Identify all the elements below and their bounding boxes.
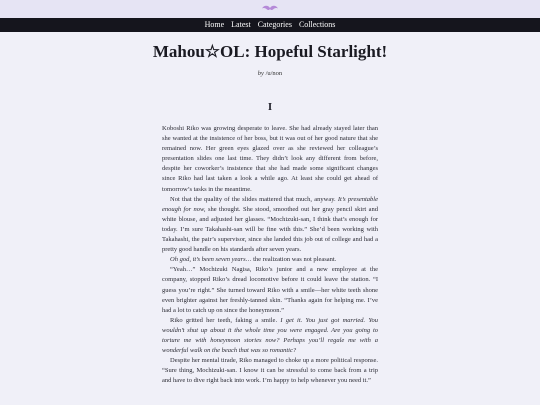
text-run: Riko gritted her teeth, faking a smile. [170, 316, 281, 324]
mustache-logo-icon[interactable] [261, 4, 279, 14]
italic-text-run: Oh god, it’s been seven years… [170, 256, 252, 264]
byline-label: by [257, 70, 264, 77]
story-paragraph [162, 124, 378, 195]
main-nav [0, 18, 540, 32]
italic-text-run: It’s presentable enough for now, [162, 195, 378, 213]
nav-collections[interactable]: Collections [298, 20, 336, 29]
story-paragraph [162, 195, 378, 256]
italic-text-run: I get it. You just got married. You wouldn’t shut up about it the whole time you were engaged. Are you going to torture me with honeymoon stories now? Perhaps you’ll regale me with a wonderful walk on the beach that was so romantic? [162, 316, 378, 355]
nav-home[interactable]: Home [204, 20, 225, 29]
text-run: she thought. She stood, smoothed out her gray pencil skirt and white blouse, and adjusted her glasses. “Mochizuki-san, I think that’s enough for today. I’m sure Takahashi-san will be fine with this.” She’d been working with Takahashi, the pair’s supervisor, since she landed this job out of college and had a pretty good handle on his standards after seven years. [162, 205, 379, 254]
text-run: Koboshi Riko was growing desperate to leave. She had already stayed later than she wanted at the insistence of her boss, but it was out of her good nature that she remained now. Her green eyes glazed over as she reviewed her colleague’s presentation slides one last time. They didn’t look any different from before, despite her coworker’s insistence that she had made some significant changes since Riko had last taken a look a while ago. At least she could get ahead of tomorrow’s tasks in the meantime. [162, 125, 378, 193]
story-container [0, 32, 540, 385]
story-title: Mahou☆OL: Hopeful Starlight! [152, 42, 388, 61]
text-run: “Yeah…” Mochizuki Nagisa, Riko’s junior and a new employee at the company, stopped Riko’s dread locomotive before it could leave the station. “I guess you’re right.” She turned toward Riko with a smile—her white teeth shone even brighter against her freshly-tanned skin. “Thanks again for helping me. I’ve had a lot to catch up on since the honeymoon.” [162, 266, 378, 314]
byline [0, 70, 540, 77]
story-body [162, 124, 378, 386]
chapter-heading: I [267, 101, 273, 113]
story-paragraph [162, 356, 378, 386]
nav-categories[interactable]: Categories [257, 20, 292, 29]
story-paragraph [162, 316, 378, 356]
site-header [0, 0, 540, 18]
text-run: Despite her mental tirade, Riko managed to choke up a more political response. “Sure thing, Mochizuki-san. I know it can be stressful to come back from a trip and have to dive right back into work. I’m happy to help whenever you need it.” [162, 357, 378, 385]
nav-latest[interactable]: Latest [231, 20, 251, 29]
story-paragraph [162, 255, 378, 265]
text-run: Not that the quality of the slides mattered that much, anyway. [170, 195, 338, 203]
story-paragraph [162, 265, 378, 315]
text-run: the realization was not pleasant. [251, 256, 337, 264]
author-link[interactable]: /u/non [265, 70, 283, 77]
